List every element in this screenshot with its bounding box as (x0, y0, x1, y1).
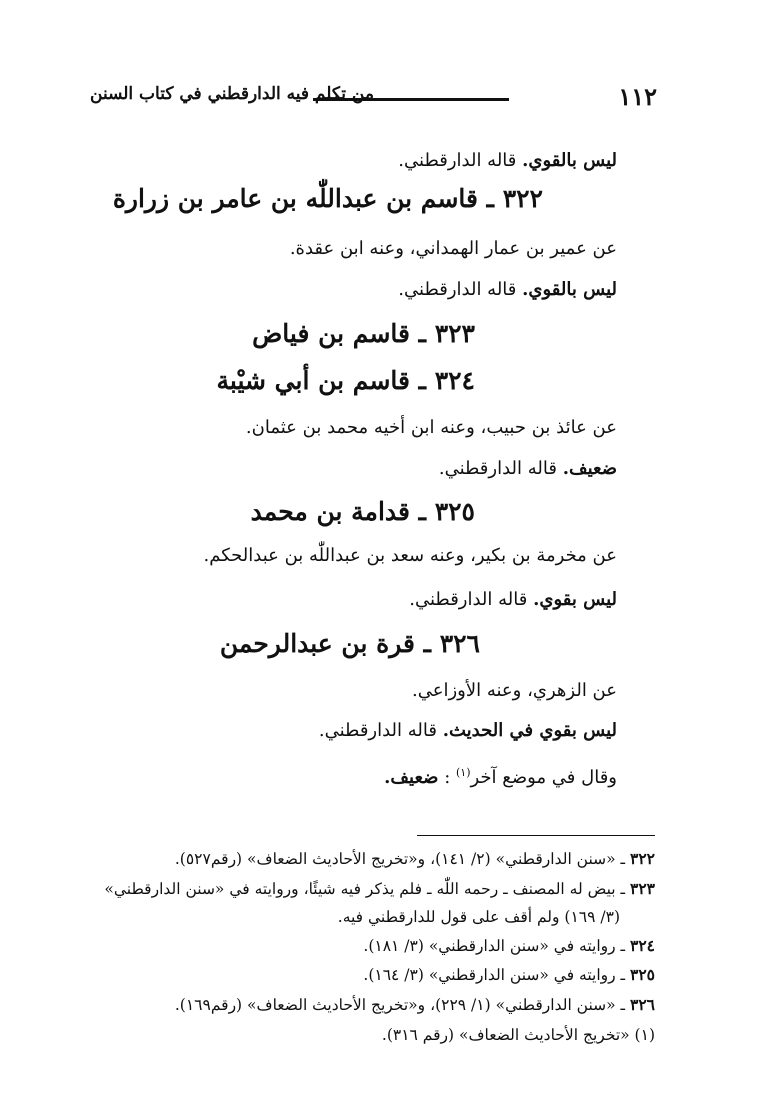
verdict-line (439, 456, 617, 482)
footnote-number: ٣٢٢ (630, 849, 655, 868)
entry-heading-326: ٣٢٦ ـ قرة بن عبدالرحمن (219, 629, 480, 658)
verdict-bold: ضعيف. (562, 458, 617, 479)
footnote-text: ـ روايته في «سنن الدارقطني» (٣/ ١٦٤). (363, 966, 631, 984)
entry-heading-325: ٣٢٥ ـ قدامة بن محمد (250, 497, 475, 526)
page-number: ١١٢ (618, 82, 657, 111)
entry-heading-322: ٣٢٢ ـ قاسم بن عبداللّٰه بن عامر بن زرارة (112, 184, 543, 213)
footnote-1: (١) «تخريج الأحاديث الضعاف» (رقم ٣١٦). (381, 1026, 655, 1044)
verdict-source: قاله الدارقطني. (409, 589, 534, 610)
verdict-bold: ليس بقوي في الحديث. (442, 720, 617, 741)
footnote-separator (417, 835, 655, 836)
verdict-source: قاله الدارقطني. (398, 279, 523, 300)
footnote-number: ٣٢٦ (630, 995, 655, 1014)
verdict-line (319, 718, 617, 744)
verdict-intro: وقال في موضع آخر (470, 767, 617, 788)
footnote-text: ـ «سنن الدارقطني» (٢/ ١٤١)، و«تخريج الأحاديث الضعاف» (رقم٥٢٧). (174, 850, 631, 868)
footnote-324 (363, 935, 655, 957)
verdict-line (398, 148, 617, 174)
footnote-number: ٣٢٥ (630, 965, 655, 984)
footnote-marker: (١) (455, 766, 471, 779)
footnote-326 (175, 994, 655, 1016)
running-title: من تكلم فيه الدارقطني في كتاب السنن (90, 84, 374, 104)
footnote-number: ٣٢٣ (630, 879, 655, 898)
footnote-323-continuation: (٣/ ١٦٩) ولم أقف على قول للدارقطني فيه. (337, 908, 620, 926)
narrators-line: عن الزهري، وعنه الأوزاعي. (412, 680, 617, 701)
footnote-323 (104, 878, 655, 900)
verdict-source: قاله الدارقطني. (398, 150, 523, 171)
footnote-number: ٣٢٤ (630, 936, 655, 955)
verdict-line (384, 760, 617, 791)
footnote-325 (363, 964, 655, 986)
verdict-line (409, 587, 617, 613)
narrators-line: عن عائذ بن حبيب، وعنه ابن أخيه محمد بن عثمان. (245, 417, 617, 438)
verdict-colon: : (438, 767, 456, 788)
verdict-bold: ضعيف. (384, 767, 439, 788)
entry-heading-323: ٣٢٣ ـ قاسم بن فياض (252, 319, 475, 348)
verdict-source: قاله الدارقطني. (318, 720, 443, 741)
footnote-text: ـ «سنن الدارقطني» (١/ ٢٢٩)، و«تخريج الأحاديث الضعاف» (رقم١٦٩). (174, 996, 631, 1014)
narrators-line: عن عمير بن عمار الهمداني، وعنه ابن عقدة. (289, 238, 617, 259)
verdict-line (398, 277, 617, 303)
footnote-322 (175, 848, 655, 870)
verdict-bold: ليس بقوي. (533, 589, 617, 610)
footnote-text: ـ روايته في «سنن الدارقطني» (٣/ ١٨١). (363, 937, 631, 955)
verdict-bold: ليس بالقوي. (522, 150, 617, 171)
verdict-source: قاله الدارقطني. (438, 458, 563, 479)
entry-heading-324: ٣٢٤ ـ قاسم بن أبي شيْبة (216, 366, 475, 395)
page-header (90, 82, 657, 118)
verdict-bold: ليس بالقوي. (522, 279, 617, 300)
footnote-text: ـ بيض له المصنف ـ رحمه اللّٰه ـ فلم يذكر فيه شيئًا، وروايته في «سنن الدارقطني» (104, 880, 631, 898)
narrators-line: عن مخرمة بن بكير، وعنه سعد بن عبداللّٰه بن عبدالحكم. (203, 545, 617, 566)
